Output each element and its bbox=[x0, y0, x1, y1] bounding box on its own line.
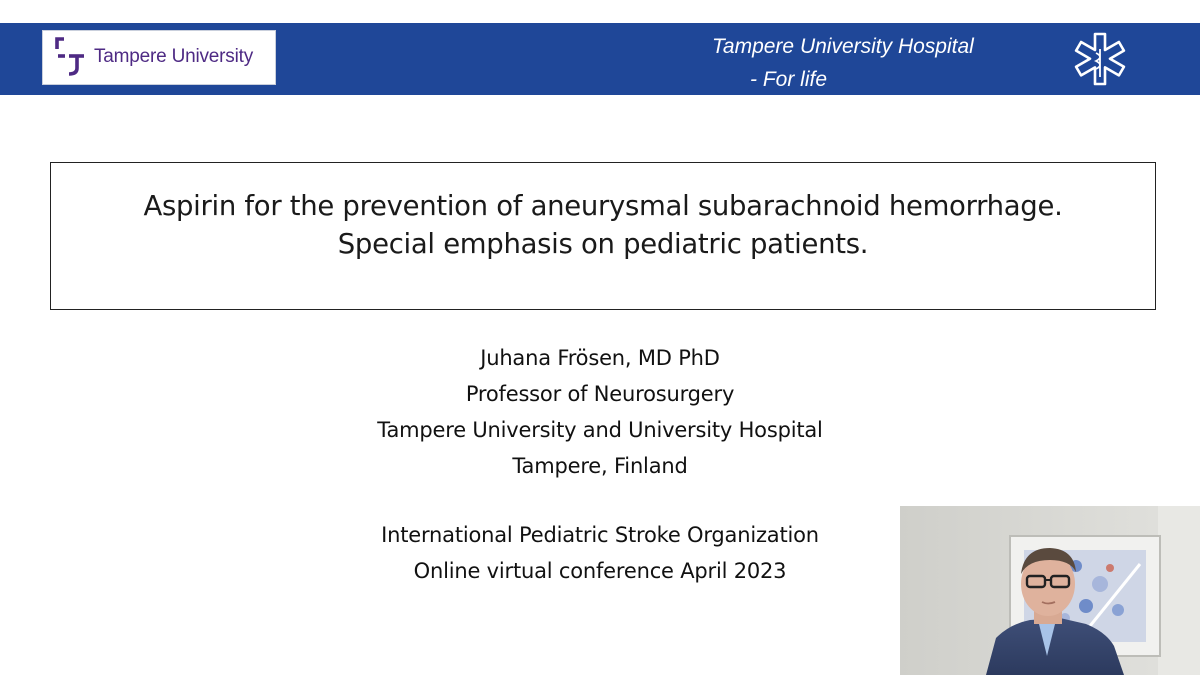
author-info bbox=[300, 340, 900, 484]
conference-date: Online virtual conference April 2023 bbox=[413, 559, 787, 583]
presenter-webcam-image bbox=[900, 506, 1200, 675]
tampere-university-logo bbox=[42, 30, 276, 85]
tampere-university-logo-icon bbox=[52, 35, 88, 79]
author-location: Tampere, Finland bbox=[512, 454, 688, 478]
author-title: Professor of Neurosurgery bbox=[465, 382, 735, 406]
star-of-life-icon bbox=[1072, 31, 1128, 87]
slide-title-line-1: Aspirin for the prevention of aneurysmal subarachnoid hemorrhage. bbox=[143, 190, 1063, 222]
conference-name: International Pediatric Stroke Organization bbox=[381, 523, 819, 547]
hospital-tagline: - For life bbox=[750, 68, 828, 91]
author-name: Juhana Frösen, MD PhD bbox=[480, 346, 720, 370]
presenter-webcam-video bbox=[900, 506, 1200, 675]
slide-title-box bbox=[50, 162, 1156, 310]
author-affiliation: Tampere University and University Hospital bbox=[377, 418, 823, 442]
slide-title-line-2: Special emphasis on pediatric patients. bbox=[337, 228, 869, 260]
conference-info bbox=[300, 517, 900, 589]
logo-text: Tampere University bbox=[94, 46, 254, 67]
hospital-name: Tampere University Hospital bbox=[712, 35, 974, 58]
